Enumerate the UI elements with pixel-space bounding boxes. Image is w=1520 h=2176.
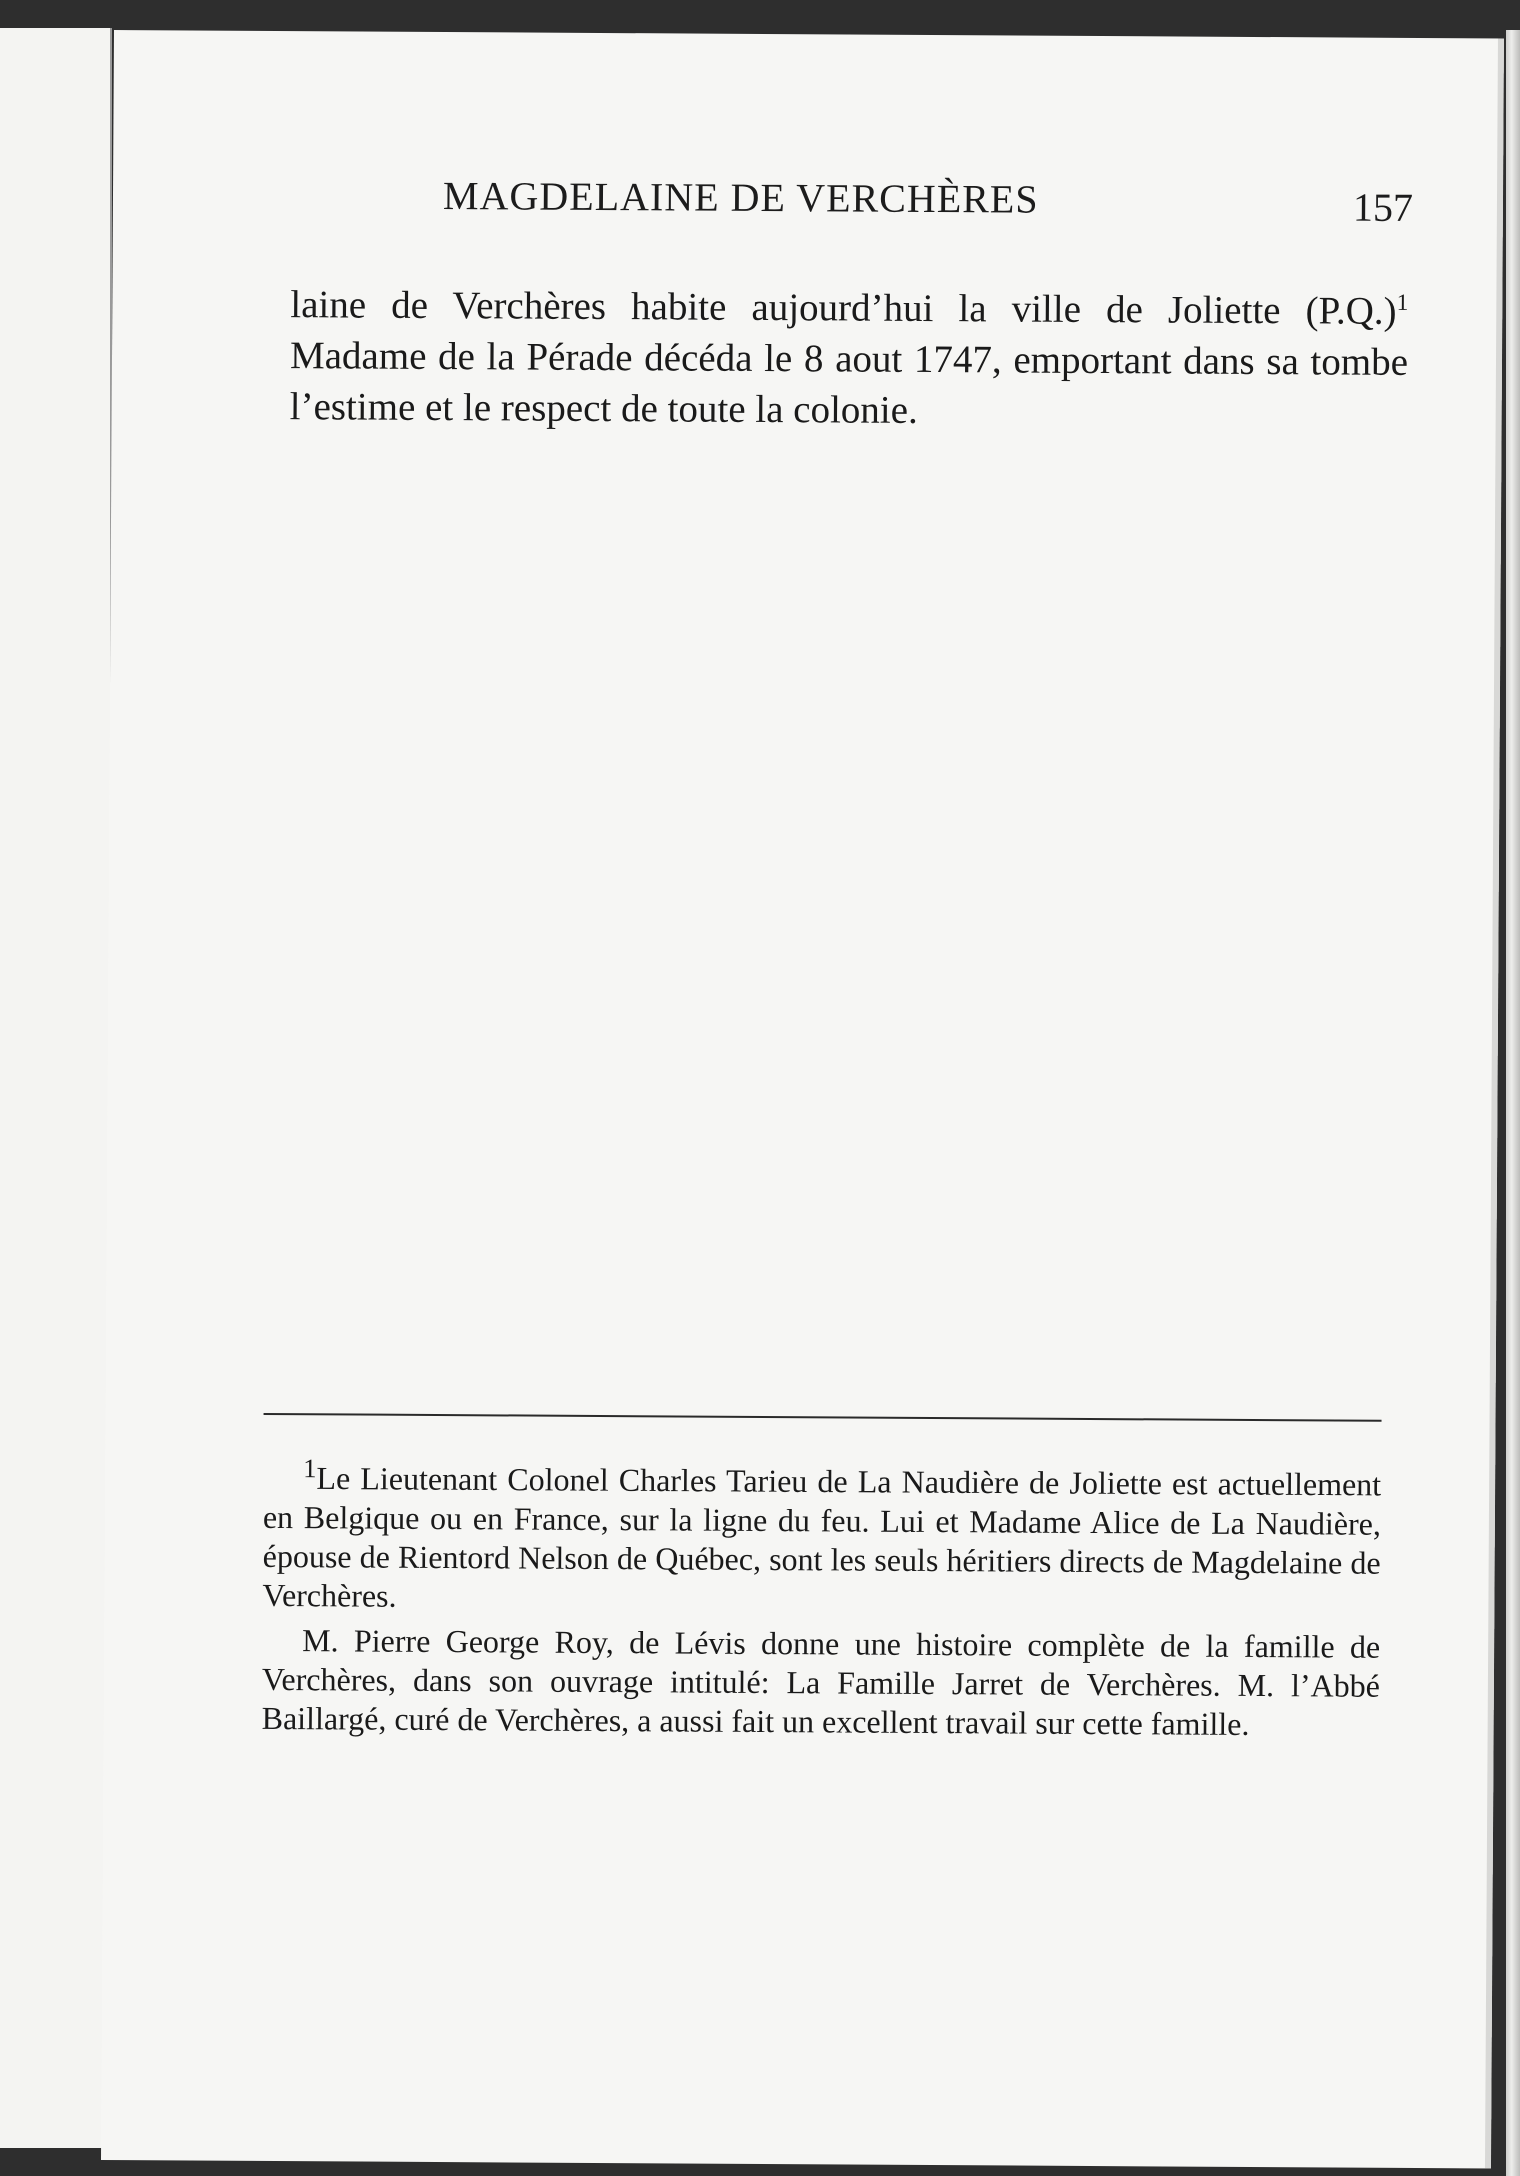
page-stack-edge xyxy=(1506,30,1520,2176)
facing-page-edge xyxy=(0,28,112,2148)
body-text-before-ref: laine de Verchères habite aujourd’hui la ville de Joliette (P.Q.) xyxy=(290,283,1397,333)
footnotes xyxy=(262,1449,1382,1744)
book-page xyxy=(101,30,1504,2168)
body-text-after-ref: Madame de la Pérade décéda le 8 aout 1747, emportant dans sa tombe l’estime et le respect de toute la colonie. xyxy=(289,334,1409,432)
page-number: 157 xyxy=(1352,184,1414,230)
footnote-1 xyxy=(262,1449,1381,1621)
body-paragraph xyxy=(290,279,1409,439)
footnote-reference: 1 xyxy=(1396,289,1409,316)
footnote-1-marker: 1 xyxy=(303,1453,317,1484)
footnote-1-text: Le Lieutenant Colonel Charles Tarieu de La Naudière de Joliette est actuellement en Belgique ou en France, sur la ligne du feu. Lui et Madame Alice de La Naudière, épouse de Rientord Nelson de Québec, sont les seuls héritiers directs de Magdelaine de Verchères. xyxy=(262,1459,1382,1614)
running-title: MAGDELAINE DE VERCHÈRES xyxy=(442,173,1039,222)
footnote-rule xyxy=(264,1413,1382,1422)
footnote-2: M. Pierre George Roy, de Lévis donne une histoire complète de la famille de Verchères, dans son ouvrage intitulé: La Famille Jarret de Verchères. M. l’Abbé Baillargé, curé de Verchères, a aussi fait un excellent travail sur cette famille. xyxy=(261,1621,1381,1742)
running-head xyxy=(443,172,1413,238)
